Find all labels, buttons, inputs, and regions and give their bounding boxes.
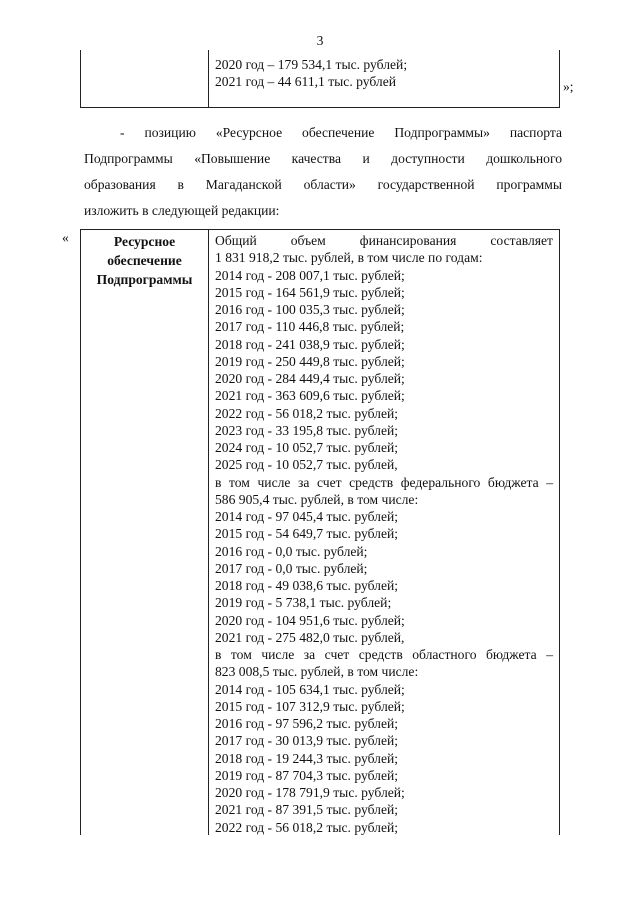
funding-line: 2022 год - 56 018,2 тыс. рублей;: [215, 819, 399, 835]
funding-line: 2018 год - 241 038,9 тыс. рублей;: [215, 336, 405, 352]
column-divider: [208, 50, 209, 107]
paragraph-line: Подпрограммы «Повышение качества и доступности дошкольного: [84, 151, 562, 166]
page-number: 3: [316, 33, 324, 48]
continuation-line: 2020 год – 179 534,1 тыс. рублей;: [215, 57, 408, 72]
funding-line: 2020 год - 178 791,9 тыс. рублей;: [215, 785, 405, 800]
funding-line: 2019 год - 5 738,1 тыс. рублей;: [215, 595, 392, 611]
label-line: Ресурсное: [113, 234, 176, 249]
funding-line: в том числе за счет средств федерального бюджета –: [215, 474, 553, 490]
funding-line: 2017 год - 30 013,9 тыс. рублей;: [215, 733, 399, 749]
resource-content-cell: [215, 232, 553, 836]
funding-line: 586 905,4 тыс. рублей, в том числе:: [215, 491, 419, 507]
funding-line: 2018 год - 49 038,6 тыс. рублей;: [215, 578, 399, 593]
funding-line: 2015 год - 164 561,9 тыс. рублей;: [215, 284, 405, 300]
funding-line: 2017 год - 110 446,8 тыс. рублей;: [215, 319, 405, 335]
funding-line: 2025 год - 10 052,7 тыс. рублей,: [215, 457, 398, 473]
paragraph-line: изложить в следующей редакции:: [84, 203, 280, 218]
funding-line: 2018 год - 19 244,3 тыс. рублей;: [215, 750, 399, 766]
funding-line: 2021 год - 363 609,6 тыс. рублей;: [215, 388, 405, 404]
continuation-line: 2021 год – 44 611,1 тыс. рублей: [215, 74, 397, 89]
funding-line: 2014 год - 105 634,1 тыс. рублей;: [215, 681, 405, 697]
funding-line: 2016 год - 0,0 тыс. рублей;: [215, 543, 368, 559]
paragraph-line: - позицию «Ресурсное обеспечение Подпрограммы» паспорта: [120, 125, 562, 140]
funding-line: Общий объем финансирования составляет: [215, 233, 553, 248]
funding-line: 2014 год - 97 045,4 тыс. рублей;: [215, 509, 399, 524]
funding-line: 2015 год - 54 649,7 тыс. рублей;: [215, 526, 399, 542]
continuation-table: [80, 50, 560, 108]
funding-line: 2021 год - 87 391,5 тыс. рублей;: [215, 802, 399, 818]
funding-line: 2017 год - 0,0 тыс. рублей;: [215, 560, 368, 576]
paragraph-line: образования в Магаданской области» государственной программы: [84, 177, 562, 192]
funding-line: 2020 год - 284 449,4 тыс. рублей;: [215, 371, 405, 386]
funding-line: 2014 год - 208 007,1 тыс. рублей;: [215, 267, 405, 283]
funding-line: 2020 год - 104 951,6 тыс. рублей;: [215, 612, 405, 628]
funding-line: 1 831 918,2 тыс. рублей, в том числе по годам:: [215, 250, 483, 266]
closing-quote-mark: »;: [563, 79, 574, 94]
funding-line: 2019 год - 87 704,3 тыс. рублей;: [215, 767, 399, 783]
funding-line: 823 008,5 тыс. рублей, в том числе:: [215, 664, 419, 680]
funding-line: 2022 год - 56 018,2 тыс. рублей;: [215, 405, 399, 421]
funding-line: 2016 год - 100 035,3 тыс. рублей;: [215, 302, 405, 317]
label-line: Подпрограммы: [96, 272, 193, 287]
label-line: обеспечение: [107, 253, 182, 268]
funding-line: в том числе за счет средств областного бюджета –: [215, 647, 553, 662]
funding-line: 2015 год - 107 312,9 тыс. рублей;: [215, 698, 405, 714]
funding-line: 2016 год - 97 596,2 тыс. рублей;: [215, 716, 399, 731]
resource-table: [80, 229, 560, 835]
funding-line: 2021 год - 275 482,0 тыс. рублей,: [215, 629, 405, 645]
funding-line: 2024 год - 10 052,7 тыс. рублей;: [215, 440, 399, 455]
funding-line: 2019 год - 250 449,8 тыс. рублей;: [215, 353, 405, 369]
funding-line: 2023 год - 33 195,8 тыс. рублей;: [215, 422, 399, 438]
column-divider: [208, 230, 209, 835]
continuation-cell: [215, 56, 407, 90]
opening-quote-mark: «: [62, 230, 69, 245]
resource-label-cell: [81, 232, 208, 289]
